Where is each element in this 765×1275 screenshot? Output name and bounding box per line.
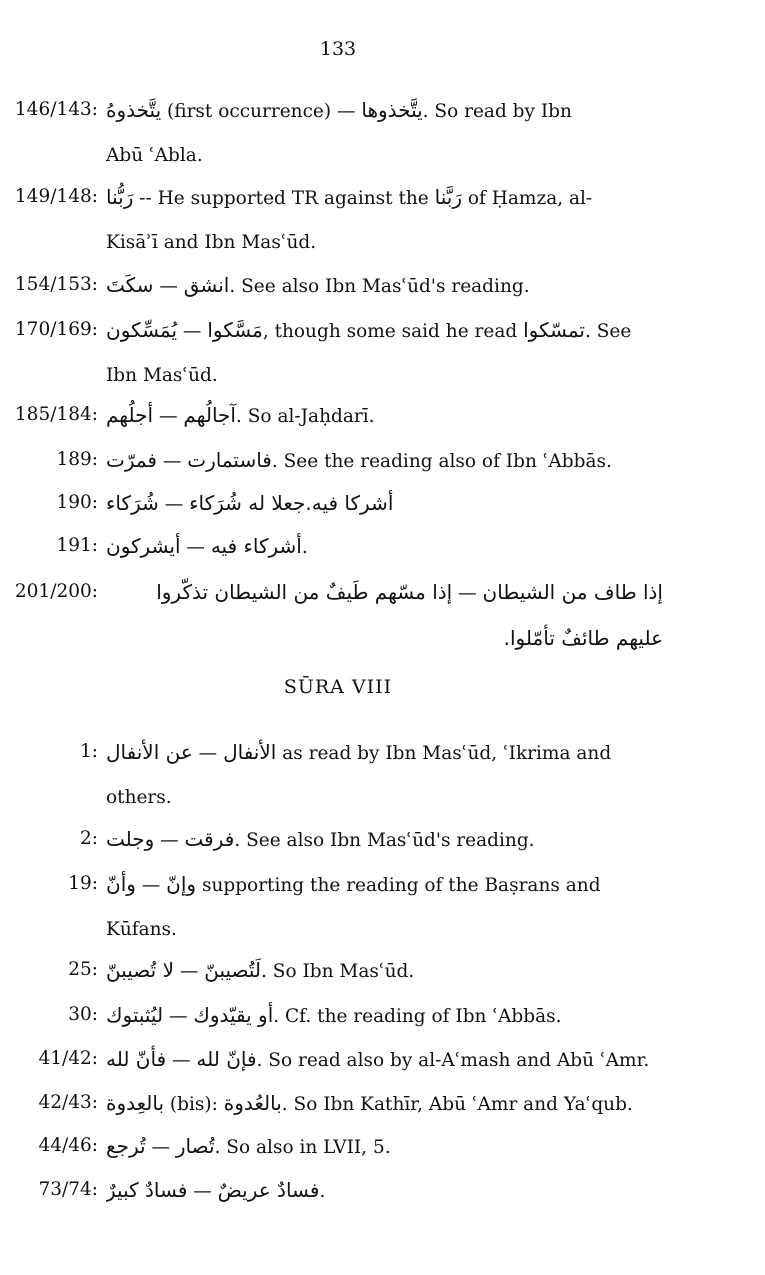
arabic-text: مَسَّكوا: [207, 318, 263, 342]
verse-number: 73/74:: [38, 1179, 98, 1200]
entry-text: . So read by Ibn: [422, 101, 572, 122]
arabic-text: فسادٌ كبيرٌ: [106, 1178, 188, 1202]
entry-continuation: others.: [106, 787, 172, 808]
verse-number: 191:: [56, 535, 98, 556]
entry-text: —: [153, 276, 184, 297]
entry-text: —: [135, 875, 167, 896]
verse-number: 201/200:: [14, 581, 98, 602]
page-number: 133: [319, 38, 357, 60]
verse-number: 146/143:: [14, 99, 98, 120]
entry-text: of Ḥamza, al-: [462, 188, 593, 209]
entry-text: —: [177, 321, 208, 342]
verse-number: 170/169:: [14, 319, 98, 340]
entry-body: [106, 308, 663, 398]
verse-number: 44/46:: [38, 1135, 98, 1156]
entry-text: —: [145, 1137, 176, 1158]
arabic-text: فاستمارت: [187, 448, 272, 472]
arabic-text: تمسّكوا: [523, 318, 585, 342]
entry-text: . So Ibn Masʿūd.: [261, 961, 415, 982]
verse-number: 189:: [56, 449, 98, 470]
entry-body: [106, 948, 663, 994]
entry-continuation: Ibn Masʿūd.: [106, 365, 218, 386]
entry-body: [106, 481, 663, 527]
entry-continuation: Kisāʾī and Ibn Masʿūd.: [106, 232, 317, 253]
verse-number: 19:: [68, 873, 98, 894]
arabic-text: أو يقيّدوك: [193, 1003, 274, 1027]
entry-text: . So read also by al-Aʿmash and Abū ʿAmr.: [256, 1050, 650, 1071]
arabic-text: يتَّخذوهُ: [106, 98, 162, 122]
entry-text: —: [163, 1006, 194, 1027]
arabic-text: وأنّ: [106, 872, 136, 896]
entry-text: —: [158, 494, 190, 515]
arabic-text: شُرَكاء: [106, 491, 159, 515]
entry-text: -- He supported TR against the: [133, 188, 435, 209]
entry-body: [106, 88, 663, 178]
entry-text: —: [187, 1181, 218, 1202]
entry-body: [106, 862, 663, 952]
arabic-text: يُمَسِّكون: [106, 318, 178, 342]
entry-text: —: [157, 451, 188, 472]
entry-body: [106, 1037, 663, 1083]
arabic-text: وجلت: [106, 827, 155, 851]
entry-text: (first occurrence) —: [161, 101, 362, 122]
entry-continuation: Kūfans.: [106, 919, 177, 940]
arabic-text: أجلُهم: [106, 403, 154, 427]
arabic-text: أشركا فيه.: [305, 491, 394, 515]
entry-body: [106, 263, 663, 309]
entry-text: as read by Ibn Masʿūd, ʿIkrima and: [276, 743, 612, 764]
verse-number: 1:: [79, 741, 98, 762]
arabic-text: رَبُّنا: [106, 185, 134, 209]
arabic-text: ليُثبتوك: [106, 1003, 164, 1027]
arabic-text: بالعِدوة: [106, 1091, 165, 1115]
entry-body: [106, 1081, 663, 1127]
verse-number: 185/184:: [14, 404, 98, 425]
arabic-text: بالعُدوة: [223, 1091, 282, 1115]
verse-number: 149/148:: [14, 186, 98, 207]
entry-text: (bis):: [164, 1094, 224, 1115]
verse-number: 30:: [68, 1004, 98, 1025]
entry-text: —: [154, 830, 185, 851]
entry-text: supporting the reading of the Baṣrans and: [196, 875, 601, 896]
arabic-text: فإنّ لله: [196, 1047, 257, 1071]
arabic-text: فسادٌ عريضٌ: [217, 1178, 320, 1202]
verse-number: 154/153:: [14, 274, 98, 295]
entry-text: —: [192, 743, 224, 764]
arabic-text: وإنّ: [166, 872, 197, 896]
entry-text: . See also Ibn Masʿūd's reading.: [229, 276, 530, 297]
entry-text: . See the reading also of Ibn ʿAbbās.: [271, 451, 612, 472]
entry-body: [106, 393, 663, 439]
arabic-text: تُرجع: [106, 1134, 146, 1158]
arabic-text: إذا طاف من الشيطان: [482, 580, 663, 604]
entry-continuation: Abū ʿAbla.: [106, 145, 203, 166]
arabic-text: رَبَّنا: [434, 185, 462, 209]
entry-text: . So also in LVII, 5.: [214, 1137, 391, 1158]
entry-body: [106, 1124, 663, 1170]
entry-body: [106, 730, 663, 820]
arabic-text: عن الأنفال: [106, 740, 193, 764]
entry-text: . So Ibn Kathīr, Abū ʿAmr and Yaʿqub.: [281, 1094, 633, 1115]
arabic-text: يتَّخذوها: [361, 98, 423, 122]
entry-text: —: [153, 406, 184, 427]
entry-text: —: [173, 961, 205, 982]
arabic-text: أشركاء فيه: [210, 534, 302, 558]
entry-text: —: [180, 537, 211, 558]
arabic-text: أيشركون: [106, 534, 181, 558]
verse-number: 2:: [79, 828, 98, 849]
arabic-text: سكَتَ: [106, 273, 154, 297]
verse-number: 190:: [56, 492, 98, 513]
arabic-text: فأنّ لله: [106, 1047, 167, 1071]
entry-text: . Cf. the reading of Ibn ʿAbbās.: [273, 1006, 562, 1027]
entry-body: [106, 1168, 663, 1214]
arabic-text: لَتُصيبنّ: [204, 958, 262, 982]
entry-body: [106, 570, 663, 660]
arabic-text: إذا مسّهم طَيفٌ من الشيطان تذكّروا: [156, 580, 453, 604]
arabic-text: فرقت: [184, 827, 235, 851]
entry-text: . See: [584, 321, 632, 342]
entry-text: . See also Ibn Masʿūd's reading.: [234, 830, 535, 851]
arabic-text: آجالُهم: [183, 403, 236, 427]
entry-body: [106, 817, 663, 863]
entry-text: —: [452, 583, 483, 604]
arabic-text: لا تُصيبنّ: [106, 958, 174, 982]
entry-text: . So al-Jaḥdarī.: [235, 406, 375, 427]
verse-number: 41/42:: [38, 1048, 98, 1069]
arabic-text: تُصار: [175, 1134, 215, 1158]
section-title: SŪRA VIII: [283, 676, 393, 698]
entry-text: —: [166, 1050, 197, 1071]
arabic-text: فمرّت: [106, 448, 157, 472]
verse-number: 42/43:: [38, 1092, 98, 1113]
arabic-text: انشق: [183, 273, 230, 297]
entry-text: .: [301, 537, 308, 558]
arabic-text: جعلا له شُرَكاء: [189, 491, 306, 515]
arabic-text: الأنفال: [223, 740, 277, 764]
entry-text: .: [319, 1181, 326, 1202]
entry-text: , though some said he read: [262, 321, 524, 342]
entry-body: [106, 438, 663, 484]
entry-body: [106, 175, 663, 265]
verse-number: 25:: [68, 959, 98, 980]
entry-body: [106, 993, 663, 1039]
entry-body: [106, 524, 663, 570]
arabic-continuation: عليهم طائفٌ تأمّلوا.: [503, 626, 663, 650]
